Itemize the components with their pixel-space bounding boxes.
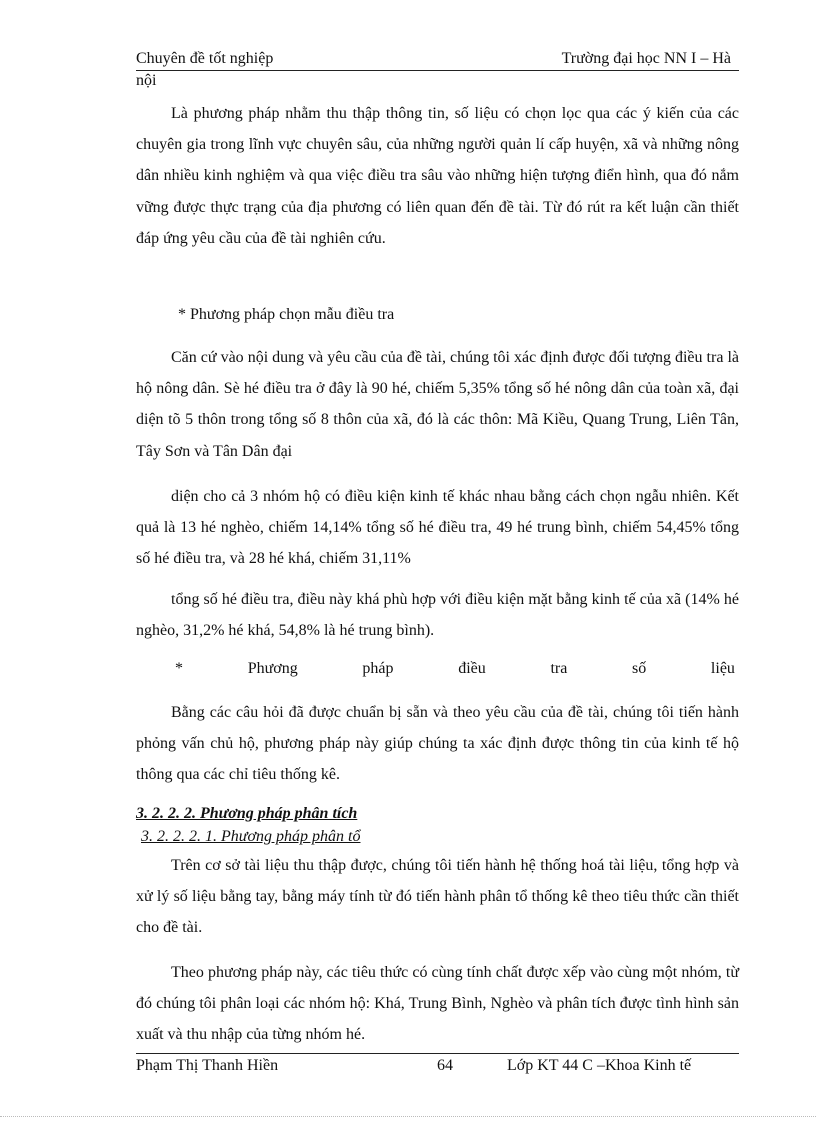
subsection-heading-grouping: 3. 2. 2. 2. 1. Phương pháp phân tổ xyxy=(141,828,361,845)
subheading-data-survey xyxy=(175,660,735,678)
page-footer xyxy=(136,1053,739,1078)
section-heading-analysis: 3. 2. 2. 2. Phương pháp phân tích xyxy=(136,805,358,822)
paragraph-sampling-result: diện cho cả 3 nhóm hộ có điều kiện kinh tế khác nhau bằng cách chọn ngẫu nhiên. Kết quả là 13 hé nghèo, chiếm 14,14% tổng số hé điều tra, 49 hé trung bình, chiếm 54,45% tổng số hé điều tra, và 28 hé khá, chiếm 31,11% xyxy=(136,488,739,568)
subheading-word: * xyxy=(175,660,183,677)
footer-class-info: Lớp KT 44 C –Khoa Kinh tế xyxy=(507,1057,692,1074)
subheading-word: pháp xyxy=(362,660,394,677)
page-header xyxy=(136,48,739,71)
footer-page-number: 64 xyxy=(437,1057,453,1074)
paragraph-sampling-basis: Căn cứ vào nội dung và yêu cầu của đề tài, chúng tôi xác định được đối tượng điều tra là hộ nông dân. Sè hé điều tra ở đây là 90 hé, chiếm 5,35% tổng số hé nông dân của toàn xã, đại diện tõ 5 thôn trong tổng số 8 thôn của xã, đó là các thôn: Mã Kiều, Quang Trung, Liên Tân, Tây Sơn và Tân Dân đại xyxy=(136,349,739,460)
paragraph-grouping-result: Theo phương pháp này, các tiêu thức có cùng tính chất được xếp vào cùng một nhóm, từ đó chúng tôi phân loại các nhóm hộ: Khá, Trung Bình, Nghèo và phân tích được tình hình sản xuất và thu nhập của từng nhóm hé. xyxy=(136,964,739,1044)
subheading-word: Phương xyxy=(247,660,298,677)
subheading-word: điều xyxy=(458,660,486,677)
paragraph-expert-method: Là phương pháp nhằm thu thập thông tin, số liệu có chọn lọc qua các ý kiến của các chuyên gia trong lĩnh vực chuyên sâu, của những người quản lí cấp huyện, xã và những nông dân nhiều kinh nghiệm và qua việc điều tra sâu vào những hiện tượng điển hình, qua đó nắm vững được thực trạng của địa phương có liên quan đến đề tài. Từ đó rút ra kết luận cần thiết đáp ứng yêu cầu của đề tài nghiên cứu. xyxy=(136,105,739,247)
subheading-sampling-method: * Phương pháp chọn mẫu điều tra xyxy=(178,306,395,323)
header-left-title: Chuyên đề tốt nghiệp xyxy=(136,50,274,67)
subheading-word: số xyxy=(632,660,647,677)
header-right-institution: Trường đại học NN I – Hà xyxy=(561,50,731,67)
footer-author: Phạm Thị Thanh Hiền xyxy=(136,1057,279,1074)
subheading-word: tra xyxy=(550,660,568,677)
subheading-word: liệu xyxy=(710,660,735,677)
paragraph-sampling-fit: tổng số hé điều tra, điều này khá phù hợp với điều kiện mặt bằng kinh tế của xã (14% hé nghèo, 31,2% hé khá, 54,8% là hé trung bình). xyxy=(136,591,739,640)
page-bottom-divider xyxy=(0,1116,816,1117)
paragraph-data-processing: Trên cơ sở tài liệu thu thập được, chúng tôi tiến hành hệ thống hoá tài liệu, tổng hợp và xử lý số liệu bằng tay, bằng máy tính từ đó tiến hành phân tổ thống kê theo tiêu thức cần thiết cho đề tài. xyxy=(136,857,739,937)
paragraph-interview-method: Bằng các câu hỏi đã được chuẩn bị sẵn và theo yêu cầu của đề tài, chúng tôi tiến hành phỏng vấn chủ hộ, phương pháp này giúp chúng ta xác định được thông tin của kinh tế hộ thông qua các chỉ tiêu thống kê. xyxy=(136,704,739,784)
header-continuation: nội xyxy=(136,72,157,89)
